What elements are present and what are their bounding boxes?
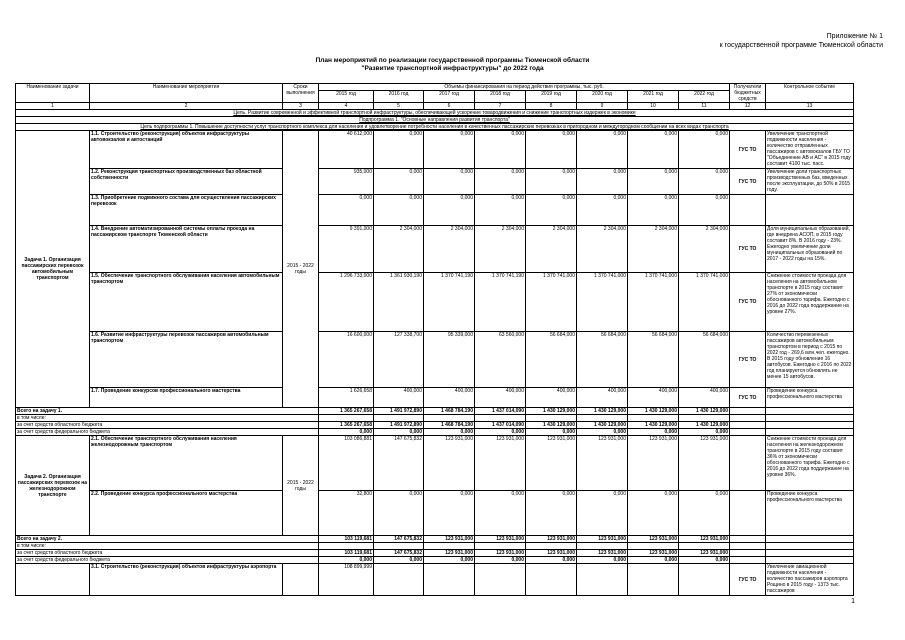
- empty-cell: [730, 429, 766, 436]
- empty-cell: [766, 429, 854, 436]
- subprogram-text: Подпрограмма 1. "Основные направления развития транспорта": [16, 117, 854, 124]
- total-value: [526, 543, 577, 550]
- control-event: Снижение стоимости проезда для населения на железнодорожном транспорте в 2015 году составит 36% от экономически обоснованного тарифа. Ежегодно с 2016 до 2022 года поддержание на уровне 36%.: [766, 436, 854, 491]
- empty-cell: [730, 408, 766, 415]
- total-value: 123 931,000: [679, 536, 730, 543]
- total-value: [628, 415, 679, 422]
- total-label: за счет средств федерального бюджета: [16, 557, 319, 564]
- total-value: 1 437 014,090: [475, 408, 526, 415]
- goal-text: Цель. Развитие современной и эффективной транспортной инфраструктуры, обеспечивающей ускорение товародвижения и снижение транспортных издержек в экономике: [16, 110, 854, 117]
- goal-row: [16, 110, 854, 117]
- total-value: 103 119,681: [319, 536, 374, 543]
- column-number-10: 10: [628, 103, 679, 110]
- header-year-5: 2019 год: [526, 91, 577, 103]
- column-number-2: 2: [90, 103, 283, 110]
- header-year-4: 2018 год: [475, 91, 526, 103]
- finance-value: 0,000: [577, 195, 628, 226]
- finance-value: 0,000: [475, 195, 526, 226]
- header-numbers-row: [16, 103, 854, 110]
- finance-value: 1 370 741,190: [424, 273, 475, 332]
- control-event: Проведение конкурса профессионального мастерства: [766, 388, 854, 408]
- finance-value: 2 304,000: [628, 226, 679, 273]
- total-row: [16, 550, 854, 557]
- finance-value: 123 931,000: [679, 436, 730, 491]
- empty-cell: [766, 557, 854, 564]
- finance-value: 1 370 741,000: [577, 273, 628, 332]
- recipient-cell: ГУС ТО: [730, 226, 766, 273]
- finance-value: 0,000: [628, 169, 679, 195]
- finance-value: 0,000: [679, 131, 730, 169]
- finance-value: 9 391,000: [319, 226, 374, 273]
- finance-value: 0,000: [475, 491, 526, 536]
- header-year-8: 2022 год: [679, 91, 730, 103]
- page-number: 1: [851, 598, 855, 605]
- finance-value: 2 304,000: [374, 226, 424, 273]
- finance-value: [374, 564, 424, 596]
- total-value: [628, 543, 679, 550]
- total-value: [679, 543, 730, 550]
- task1-name: Задача 1. Организация пассажирских перевозок автомобильным транспортом: [16, 131, 90, 408]
- finance-value: 400,000: [526, 388, 577, 408]
- table-row: [16, 169, 854, 195]
- header-row: [16, 84, 854, 91]
- finance-value: [679, 564, 730, 596]
- finance-value: 1 370 741,190: [475, 273, 526, 332]
- task2-name: Задача 2. Организация пассажирских перевозок на железнодорожном транспорте: [16, 436, 90, 536]
- control-event: Количество перевезенных пассажиров автомобильным транспортом в период с 2015 по 2022 год - 269,6 млн.чел. ежегодно. В 2015 году обновление 16 автобусов. Ежегодно с 2016 по 2022 год планируется обновлять не менее 15 автобусов.: [766, 332, 854, 388]
- measure-name: 1.2. Реконструкция транспортных производственных баз областной собственности: [90, 169, 283, 195]
- total-label: за счет средств областного бюджета: [16, 550, 319, 557]
- finance-value: 0,000: [374, 169, 424, 195]
- total-value: 123 931,000: [628, 550, 679, 557]
- finance-value: 0,000: [628, 491, 679, 536]
- table-row: [16, 564, 854, 596]
- finance-value: 0,000: [374, 491, 424, 536]
- finance-value: 0,000: [374, 131, 424, 169]
- recipient-cell: ГУС ТО: [730, 169, 766, 195]
- total-label: в том числе:: [16, 415, 319, 422]
- recipient-cell: ГУС ТО: [730, 332, 766, 388]
- finance-value: 95 339,000: [424, 332, 475, 388]
- total-value: 1 430 129,000: [526, 422, 577, 429]
- finance-value: [526, 564, 577, 596]
- recipient-cell: ГУС ТО: [730, 273, 766, 332]
- column-number-6: 6: [424, 103, 475, 110]
- header-year-2: 2016 год: [374, 91, 424, 103]
- control-event: Увеличение доли транспортных производственных баз, введенных после эксплуатации, до 50% в 2015 году.: [766, 169, 854, 195]
- total-value: 0,000: [526, 429, 577, 436]
- recipient-cell: [730, 491, 766, 536]
- measure-name: 1.1. Строительство (реконструкция) объектов инфраструктуры автовокзалов и автостанций: [90, 131, 283, 169]
- header-control: Контрольное событие: [766, 84, 854, 103]
- subprogram-row: [16, 117, 854, 124]
- measure-name: 2.2. Проведение конкурса профессионального мастерства: [90, 491, 283, 536]
- appendix-note: [720, 32, 883, 50]
- total-value: 123 931,000: [424, 536, 475, 543]
- control-event: Увеличение транспортной подвижности населения - количество отправленных пассажиров с автовокзалов ГБУ ТО "Объединение АВ и АС" в 2015 году составит 4100 тыс. пасс.: [766, 131, 854, 169]
- measure-name: 1.7. Проведение конкурсов профессионального мастерства: [90, 388, 283, 408]
- header-year-7: 2021 год: [628, 91, 679, 103]
- recipient-cell: [730, 195, 766, 226]
- total-value: 0,000: [374, 557, 424, 564]
- empty-cell: [766, 415, 854, 422]
- finance-value: 1 370 741,000: [526, 273, 577, 332]
- total-value: [577, 415, 628, 422]
- total-value: [424, 543, 475, 550]
- finance-value: 0,000: [424, 169, 475, 195]
- finance-value: 0,000: [374, 195, 424, 226]
- task3-name: [16, 564, 90, 596]
- measure-name: 1.6. Развитие инфраструктуры перевозок пассажиров автомобильным транспортом: [90, 332, 283, 388]
- finance-value: 400,000: [424, 388, 475, 408]
- total-value: [526, 415, 577, 422]
- empty-cell: [730, 543, 766, 550]
- empty-cell: [766, 550, 854, 557]
- empty-cell: [766, 543, 854, 550]
- finance-value: [577, 564, 628, 596]
- finance-value: 127 338,700: [374, 332, 424, 388]
- finance-value: 0,000: [424, 195, 475, 226]
- appendix-line-2: к государственной программе Тюменской области: [719, 42, 883, 49]
- total-value: 123 931,000: [577, 550, 628, 557]
- control-event: Снижение стоимости проезда для населения на автомобильном транспорте в 2015 году составит 27% от экономически обоснованного тарифа. Ежегодно с 2016 до 2022 года поддержание на уровне 27%.: [766, 273, 854, 332]
- total-value: 1 491 972,890: [374, 422, 424, 429]
- finance-value: 63 560,000: [475, 332, 526, 388]
- column-number-12: 12: [730, 103, 766, 110]
- total-row: [16, 557, 854, 564]
- finance-value: 0,000: [628, 195, 679, 226]
- subgoal-text: Цель подпрограммы 1. Повышение доступности услуг транспортного комплекса для населения и удовлетворение потребности населения в качественных пассажирских перевозках в пригородном и междугородном сообщении на всех видах транспорта: [16, 124, 854, 131]
- finance-value: 935,000: [319, 169, 374, 195]
- appendix-line-1: Приложение № 1: [826, 33, 883, 40]
- total-row: [16, 429, 854, 436]
- finance-value: 123 931,000: [526, 436, 577, 491]
- empty-cell: [730, 415, 766, 422]
- finance-value: 108 899,999: [319, 564, 374, 596]
- finance-value: 0,000: [526, 169, 577, 195]
- finance-value: 2 304,000: [526, 226, 577, 273]
- total-label: за счет средств федерального бюджета: [16, 429, 319, 436]
- finance-value: 2 304,000: [679, 226, 730, 273]
- recipient-cell: ГУС ТО: [730, 564, 766, 596]
- finance-value: [475, 564, 526, 596]
- header-year-3: 2017 год: [424, 91, 475, 103]
- finance-value: 1 361 930,190: [374, 273, 424, 332]
- total-value: 1 468 784,190: [424, 422, 475, 429]
- total-row: [16, 408, 854, 415]
- total-label: в том числе:: [16, 543, 319, 550]
- column-number-4: 4: [319, 103, 374, 110]
- column-number-11: 11: [679, 103, 730, 110]
- column-number-8: 8: [526, 103, 577, 110]
- table-row: [16, 332, 854, 388]
- finance-value: 103 086,881: [319, 436, 374, 491]
- finance-value: 40 612,000: [319, 131, 374, 169]
- finance-value: 56 684,000: [526, 332, 577, 388]
- control-event: Проведение конкурса профессионального мастерства: [766, 491, 854, 536]
- document-title: [0, 57, 905, 73]
- finance-value: 56 684,000: [679, 332, 730, 388]
- finance-value: 56 684,000: [628, 332, 679, 388]
- term-cell: [283, 564, 319, 596]
- total-value: 0,000: [679, 557, 730, 564]
- finance-value: [628, 564, 679, 596]
- table-row: [16, 436, 854, 491]
- finance-value: 147 675,832: [374, 436, 424, 491]
- header-measure: Наименование мероприятия: [90, 84, 283, 103]
- total-value: 0,000: [374, 429, 424, 436]
- finance-value: 0,000: [424, 491, 475, 536]
- empty-cell: [730, 550, 766, 557]
- finance-value: 400,000: [679, 388, 730, 408]
- finance-value: 0,000: [679, 491, 730, 536]
- total-label: за счет средств областного бюджета: [16, 422, 319, 429]
- finance-value: 0,000: [577, 131, 628, 169]
- total-value: [424, 415, 475, 422]
- total-value: 0,000: [577, 557, 628, 564]
- total-value: 123 931,000: [475, 550, 526, 557]
- total-label: Всего на задачу 1.: [16, 408, 319, 415]
- total-value: 1 430 129,000: [679, 408, 730, 415]
- total-value: 0,000: [475, 557, 526, 564]
- total-value: 1 430 129,000: [526, 408, 577, 415]
- total-value: 1 430 129,000: [628, 408, 679, 415]
- total-value: 123 931,000: [628, 536, 679, 543]
- total-value: 0,000: [679, 429, 730, 436]
- measure-name: 2.1. Обеспечение транспортного обслуживания населения железнодорожным транспортом: [90, 436, 283, 491]
- table-row: [16, 195, 854, 226]
- finance-value: 16 600,000: [319, 332, 374, 388]
- header-year-6: 2020 год: [577, 91, 628, 103]
- finance-value: 400,000: [374, 388, 424, 408]
- total-value: 123 931,000: [526, 550, 577, 557]
- total-value: [475, 543, 526, 550]
- plan-table: [15, 83, 854, 596]
- header-term: Сроки выполнения: [283, 84, 319, 103]
- column-number-7: 7: [475, 103, 526, 110]
- finance-value: 400,000: [577, 388, 628, 408]
- total-value: 123 931,000: [475, 536, 526, 543]
- finance-value: 1 626,658: [319, 388, 374, 408]
- total-value: 1 430 129,000: [577, 422, 628, 429]
- empty-cell: [766, 422, 854, 429]
- finance-value: [424, 564, 475, 596]
- total-row: [16, 422, 854, 429]
- total-value: 0,000: [319, 557, 374, 564]
- total-value: 1 430 129,000: [679, 422, 730, 429]
- total-row: [16, 415, 854, 422]
- total-value: 0,000: [628, 429, 679, 436]
- finance-value: 123 931,000: [475, 436, 526, 491]
- header-recipients: Получатели бюджетных средств: [730, 84, 766, 103]
- total-value: 1 430 129,000: [577, 408, 628, 415]
- finance-value: 2 304,000: [577, 226, 628, 273]
- finance-value: 123 931,000: [628, 436, 679, 491]
- total-value: [319, 415, 374, 422]
- finance-value: 0,000: [475, 169, 526, 195]
- subgoal-row: [16, 124, 854, 131]
- total-value: 123 931,000: [577, 536, 628, 543]
- table-row: [16, 131, 854, 169]
- control-event: Доля муниципальных образований, где внедрена АСОП, в 2015 году составит 8%. В 2016 году - 23%. Ежегодно увеличение доли муниципальных образований по 2017 - 2022 годы на 15%.: [766, 226, 854, 273]
- total-value: 147 675,832: [374, 536, 424, 543]
- total-value: 123 931,000: [424, 550, 475, 557]
- finance-value: 0,000: [424, 131, 475, 169]
- finance-value: 0,000: [526, 195, 577, 226]
- recipient-cell: [730, 436, 766, 491]
- recipient-cell: ГУС ТО: [730, 131, 766, 169]
- title-line-1: План мероприятий по реализации государственной программы Тюменской области: [315, 57, 590, 64]
- total-value: [374, 415, 424, 422]
- total-value: [679, 415, 730, 422]
- total-value: [475, 415, 526, 422]
- task1-term: 2015 - 2022 годы: [283, 131, 319, 408]
- total-value: 1 365 267,658: [319, 408, 374, 415]
- table-row: [16, 491, 854, 536]
- total-value: 0,000: [424, 557, 475, 564]
- total-value: 147 675,832: [374, 550, 424, 557]
- recipient-cell: ГУС ТО: [730, 388, 766, 408]
- total-label: Всего на задачу 2.: [16, 536, 319, 543]
- measure-name: 3.1. Строительство (реконструкция) объектов инфраструктуры аэропорта: [90, 564, 283, 596]
- table-row: [16, 273, 854, 332]
- total-value: 1 365 267,658: [319, 422, 374, 429]
- finance-value: 0,000: [679, 169, 730, 195]
- total-value: 0,000: [319, 429, 374, 436]
- empty-cell: [766, 408, 854, 415]
- header-year-1: 2015 год: [319, 91, 374, 103]
- finance-value: 123 931,000: [424, 436, 475, 491]
- task2-term: 2015 - 2022 годы: [283, 436, 319, 536]
- total-value: 123 931,000: [526, 536, 577, 543]
- table-row: [16, 226, 854, 273]
- finance-value: 0,000: [577, 491, 628, 536]
- header-finance: Объемы финансирования на период действия программы, тыс. руб.: [319, 84, 730, 91]
- control-event: [766, 195, 854, 226]
- finance-value: 1 370 741,000: [628, 273, 679, 332]
- empty-cell: [766, 536, 854, 543]
- finance-value: 1 296 733,000: [319, 273, 374, 332]
- finance-value: 0,000: [679, 195, 730, 226]
- finance-value: 0,000: [475, 131, 526, 169]
- total-value: 103 119,681: [319, 550, 374, 557]
- total-value: 1 491 972,890: [374, 408, 424, 415]
- finance-value: 123 931,000: [577, 436, 628, 491]
- finance-value: 0,000: [526, 131, 577, 169]
- control-event: Увеличение авиационной подвижности населения - количество пассажиров аэропорта Рощино в 2015 году - 1373 тыс. пассажиров: [766, 564, 854, 596]
- total-value: 0,000: [577, 429, 628, 436]
- finance-value: 56 684,000: [577, 332, 628, 388]
- column-number-3: 3: [283, 103, 319, 110]
- finance-value: 0,000: [577, 169, 628, 195]
- total-value: [577, 543, 628, 550]
- total-row: [16, 536, 854, 543]
- column-number-9: 9: [577, 103, 628, 110]
- measure-name: 1.4. Внедрение автоматизированной системы оплаты проезда на пассажирском транспорте Тюменской области: [90, 226, 283, 273]
- finance-value: 400,000: [628, 388, 679, 408]
- total-value: 0,000: [475, 429, 526, 436]
- column-number-1: 1: [16, 103, 90, 110]
- total-value: [319, 543, 374, 550]
- total-row: [16, 543, 854, 550]
- finance-value: 0,000: [319, 195, 374, 226]
- column-number-13: 13: [766, 103, 854, 110]
- total-value: [374, 543, 424, 550]
- finance-value: 0,000: [628, 131, 679, 169]
- total-value: 123 931,000: [679, 550, 730, 557]
- empty-cell: [730, 557, 766, 564]
- header-task: Наименование задачи: [16, 84, 90, 103]
- total-value: 1 430 129,000: [628, 422, 679, 429]
- total-value: 1 468 784,190: [424, 408, 475, 415]
- title-line-2: "Развитие транспортной инфраструктуры" до 2022 года: [361, 65, 544, 72]
- finance-value: 2 304,000: [424, 226, 475, 273]
- measure-name: 1.5. Обеспечение транспортного обслуживания населения автомобильным транспортом: [90, 273, 283, 332]
- finance-value: 1 370 741,000: [679, 273, 730, 332]
- finance-value: 400,000: [475, 388, 526, 408]
- empty-cell: [730, 536, 766, 543]
- total-value: 1 437 014,090: [475, 422, 526, 429]
- total-value: 0,000: [628, 557, 679, 564]
- finance-value: 32,800: [319, 491, 374, 536]
- total-value: 0,000: [424, 429, 475, 436]
- column-number-5: 5: [374, 103, 424, 110]
- finance-value: 0,000: [526, 491, 577, 536]
- measure-name: 1.3. Приобретение подвижного состава для осуществления пассажирских перевозок: [90, 195, 283, 226]
- table-row: [16, 388, 854, 408]
- total-value: 0,000: [526, 557, 577, 564]
- finance-value: 2 304,000: [475, 226, 526, 273]
- empty-cell: [730, 422, 766, 429]
